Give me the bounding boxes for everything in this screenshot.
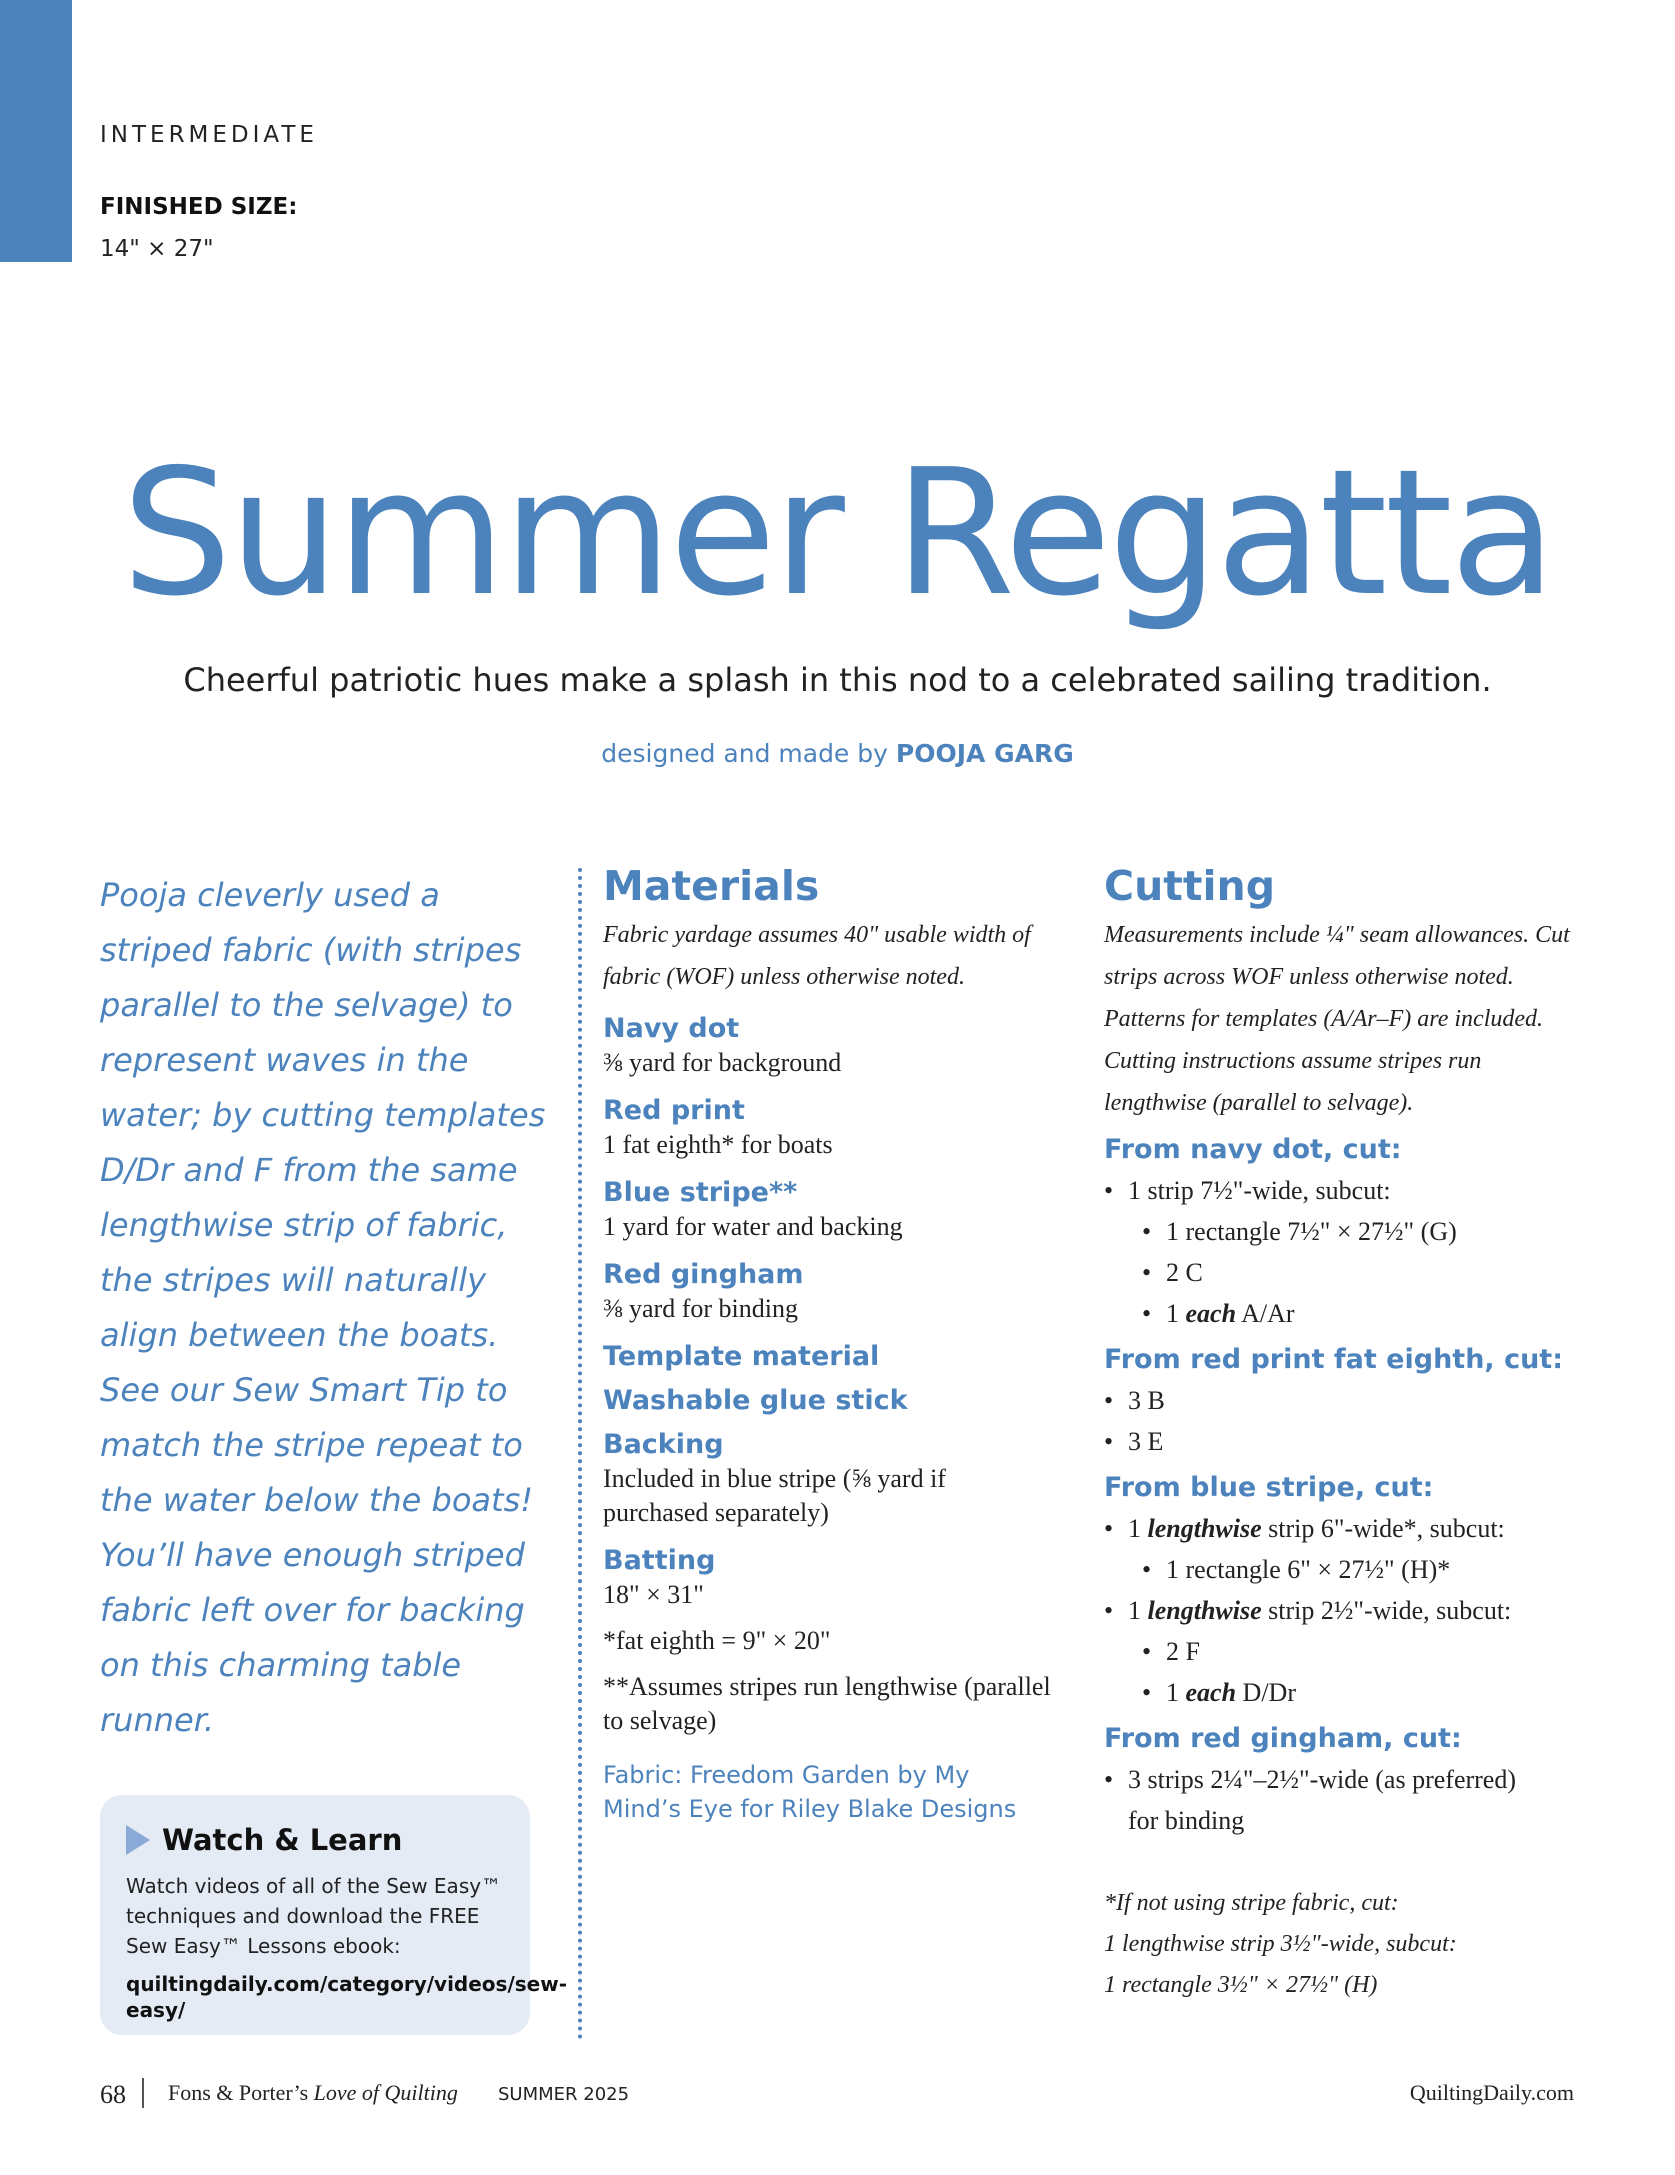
list-item: • 1 rectangle 6" × 27½" (H)*	[1104, 1549, 1584, 1590]
magazine-name	[168, 2080, 458, 2106]
alt-cut-note	[1104, 1883, 1584, 2006]
list-item-continuation: for binding	[1128, 1806, 1245, 1835]
material-desc: 18" × 31"	[603, 1580, 704, 1609]
material-name: Washable glue stick	[603, 1385, 908, 1416]
cut-list-blue	[1104, 1508, 1584, 1713]
material-name: Backing	[603, 1429, 724, 1460]
materials-column	[603, 858, 1053, 1826]
list-item	[1104, 1672, 1584, 1713]
sew-easy-link[interactable]: quiltingdaily.com/category/videos/sew-easy/	[126, 1972, 568, 2022]
watch-learn-text: Watch videos of all of the Sew Easy™ techniques and download the FREE Sew Easy™ Lessons ebook:	[126, 1874, 502, 1958]
cut-list-red-print	[1104, 1380, 1584, 1462]
item-emphasis: lengthwise	[1147, 1596, 1262, 1625]
list-item: • 2 C	[1104, 1252, 1584, 1293]
byline	[0, 739, 1675, 768]
item-count: 1	[1166, 1678, 1179, 1707]
fabric-credit: Fabric: Freedom Garden by My Mind’s Eye for Riley Blake Designs	[603, 1761, 1017, 1823]
watch-learn-box	[100, 1795, 568, 2035]
fat-eighth-footnote: *fat eighth = 9" × 20"	[603, 1626, 831, 1655]
list-item	[1104, 1590, 1584, 1631]
material-name: Blue stripe**	[603, 1177, 798, 1208]
alt-note-line: 1 lengthwise strip 3½"-wide, subcut:	[1104, 1931, 1457, 1957]
cut-heading-red-print: From red print fat eighth, cut:	[1104, 1344, 1563, 1375]
cutting-column	[1104, 858, 1584, 2006]
material-item	[603, 1544, 1053, 1612]
item-rest: strip 6"-wide*, subcut:	[1268, 1514, 1505, 1543]
item-count: 1	[1128, 1596, 1141, 1625]
material-item	[603, 1258, 1053, 1326]
material-desc: ⅜ yard for binding	[603, 1294, 798, 1323]
item-emphasis: each	[1185, 1678, 1237, 1707]
cutting-heading: Cutting	[1104, 862, 1276, 910]
materials-note: Fabric yardage assumes 40" usable width of fabric (WOF) unless otherwise noted.	[603, 922, 1031, 990]
item-emphasis: lengthwise	[1147, 1514, 1262, 1543]
cut-heading-blue: From blue stripe, cut:	[1104, 1472, 1434, 1503]
list-item: • 3 B	[1104, 1380, 1584, 1421]
material-desc: 1 yard for water and backing	[603, 1212, 903, 1241]
list-item: • 1 strip 7½"-wide, subcut:	[1104, 1170, 1584, 1211]
material-item	[603, 1094, 1053, 1162]
magazine-prefix: Fons & Porter’s	[168, 2080, 309, 2105]
alt-note-line: 1 rectangle 3½" × 27½" (H)	[1104, 1972, 1378, 1998]
material-desc: ⅜ yard for background	[603, 1048, 842, 1077]
material-name: Template material	[603, 1341, 880, 1372]
item-count: 1	[1166, 1299, 1179, 1328]
byline-prefix: designed and made by	[601, 739, 888, 768]
watch-learn-header	[126, 1823, 506, 1857]
page-subtitle: Cheerful patriotic hues make a splash in this nod to a celebrated sailing tradition.	[183, 661, 1492, 699]
stripe-footnote: **Assumes stripes run lengthwise (parallel to selvage)	[603, 1672, 1051, 1735]
material-desc: 1 fat eighth* for boats	[603, 1130, 833, 1159]
finished-size-label: FINISHED SIZE:	[100, 194, 298, 220]
finished-size-value: 14" × 27"	[100, 236, 214, 262]
material-item	[603, 1340, 1053, 1374]
material-item	[603, 1428, 1053, 1530]
designer-name: POOJA GARG	[895, 739, 1074, 768]
list-item	[1104, 1508, 1584, 1549]
item-count: 1	[1128, 1514, 1141, 1543]
watch-learn-title: Watch & Learn	[162, 1823, 403, 1857]
list-item	[1104, 1293, 1584, 1334]
alt-note-line: *If not using stripe fabric, cut:	[1104, 1890, 1399, 1916]
column-divider	[578, 868, 582, 2040]
website: QuiltingDaily.com	[1409, 2080, 1574, 2105]
footer-separator	[142, 2078, 144, 2108]
list-item: • 3 E	[1104, 1421, 1584, 1462]
material-name: Red gingham	[603, 1259, 804, 1290]
skill-level: INTERMEDIATE	[100, 122, 318, 148]
list-item: • 3 strips 2¼"–2½"-wide (as preferred)	[1104, 1759, 1584, 1800]
material-desc: Included in blue stripe (⅝ yard if purchased separately)	[603, 1464, 946, 1527]
material-item	[603, 1176, 1053, 1244]
item-rest: A/Ar	[1241, 1299, 1295, 1328]
material-item	[603, 1384, 1053, 1418]
cut-list-navy	[1104, 1170, 1584, 1334]
play-icon	[126, 1825, 150, 1855]
materials-heading: Materials	[603, 862, 820, 910]
magazine-title: Love of Quilting	[313, 2080, 458, 2105]
corner-tab	[0, 0, 72, 262]
material-name: Navy dot	[603, 1013, 740, 1044]
material-name: Red print	[603, 1095, 745, 1126]
intro-text: Pooja cleverly used a striped fabric (with stripes parallel to the selvage) to represent waves in the water; by cutting templates D/Dr and F from the same lengthwise strip of fabric, the stripes will naturally align between the boats. See our Sew Smart Tip to match the stripe repeat to the water below the boats! You’ll have enough striped fabric left over for backing on this charming table runner.	[100, 876, 546, 1739]
list-item: • 1 rectangle 7½" × 27½" (G)	[1104, 1211, 1584, 1252]
cut-list-gingham	[1104, 1759, 1584, 1841]
list-item: • 2 F	[1104, 1631, 1584, 1672]
material-name: Batting	[603, 1545, 716, 1576]
item-emphasis: each	[1185, 1299, 1237, 1328]
page-number: 68	[100, 2080, 126, 2109]
cut-heading-navy: From navy dot, cut:	[1104, 1134, 1402, 1165]
material-item	[603, 1012, 1053, 1080]
page-title: Summer Regatta	[121, 432, 1554, 635]
item-rest: strip 2½"-wide, subcut:	[1268, 1596, 1512, 1625]
issue-label: SUMMER 2025	[498, 2084, 630, 2105]
item-rest: D/Dr	[1242, 1678, 1296, 1707]
cutting-note: Measurements include ¼" seam allowances. Cut strips across WOF unless otherwise noted. Patterns for templates (A/Ar–F) are included. Cutting instructions assume stripes run lengthwise (parallel to selvage).	[1104, 922, 1570, 1116]
cut-heading-gingham: From red gingham, cut:	[1104, 1723, 1462, 1754]
